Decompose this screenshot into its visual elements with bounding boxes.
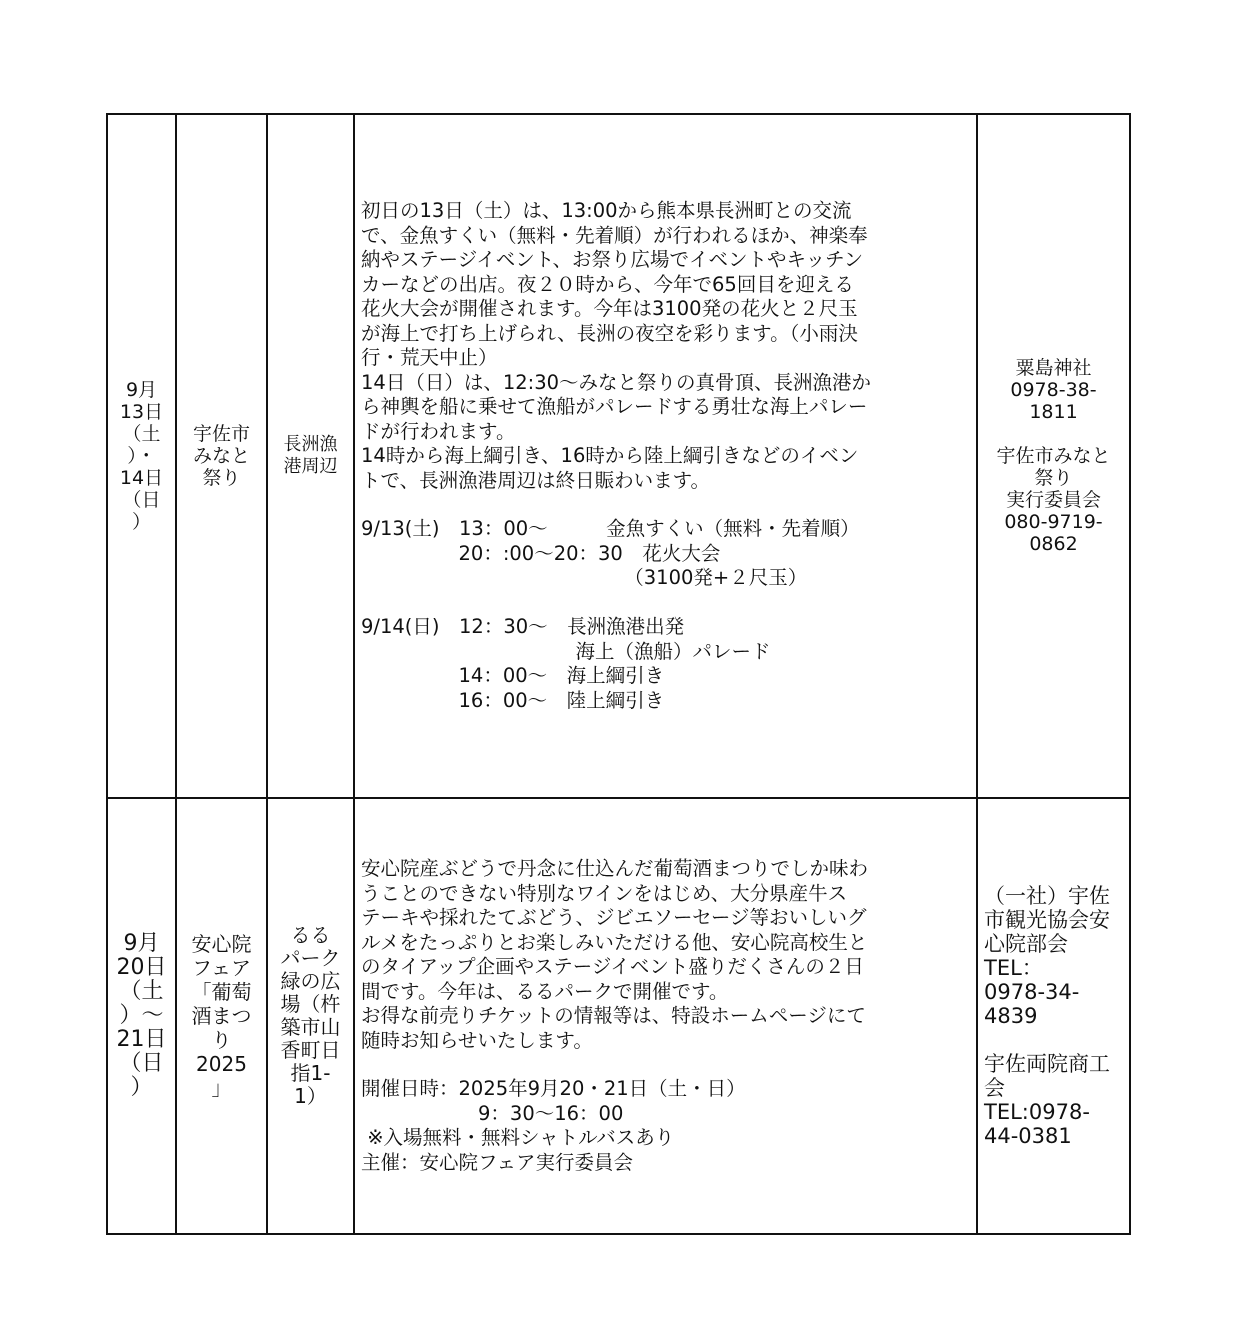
event-place: るる パーク 緑の広 場（杵 築市山 香町日 指1- 1） (280, 923, 341, 1108)
contact-cell (977, 114, 1130, 798)
event-description: 安心院産ぶどうで丹念に仕込んだ葡萄酒まつりでしか味わ うことのできない特別なワインをはじめ、大分県産牛ス テーキや採れたてぶどう、ジビエソーセージ等おいしいグ ルメをたっぷりとお楽しみいただける他、安心院高校生と のタイアップ企画やステージイベント盛りだくさんの２日 間です。今年は、るるパークで開催です。 お得な前売りチケットの情報等は、特設ホームページにて 随時お知らせいたします。 (361, 857, 869, 1052)
event-contact: （一社）宇佐 市観光協会安 心院部会 TEL： 0978-34- 4839 宇佐両院商工 会 TEL:0978- 44-0381 (984, 884, 1110, 1148)
schedule-line: ※入場無料・無料シャトルバスあり (361, 1126, 675, 1149)
schedule-line: 9/14(日) 12：30～ 長洲漁港出発 (361, 615, 685, 638)
schedule-line: 海上（漁船）パレード (361, 639, 771, 663)
event-place: 長洲漁 港周辺 (283, 434, 338, 477)
name-cell (176, 114, 267, 798)
contact-cell (977, 798, 1130, 1234)
date-cell (107, 114, 176, 798)
schedule-line: 20：:00～20：30 花火大会 (361, 541, 721, 565)
event-date: 9月 13日 （土 ）・ 14日 （日 ） (119, 379, 164, 533)
place-cell (267, 798, 354, 1234)
schedule-line: 9/13(土) 13：00～ 金魚すくい（無料・先着順） (361, 517, 860, 540)
table-row (107, 114, 1130, 798)
events-table (106, 113, 1131, 1235)
event-name: 宇佐市 みなと 祭り (192, 423, 250, 489)
content-cell (354, 114, 977, 798)
event-date: 9月 20日 （土 ）～ 21日 （日 ） (116, 931, 167, 1100)
table-row (107, 798, 1130, 1234)
schedule-line: 14：00～ 海上綱引き (361, 664, 665, 687)
name-cell (176, 798, 267, 1234)
schedule-line: 開催日時：2025年9月20・21日（土・日） (361, 1077, 746, 1100)
date-cell (107, 798, 176, 1234)
schedule-line: （3100発+２尺玉） (361, 566, 808, 589)
schedule-line: 16：00～ 陸上綱引き (361, 688, 665, 712)
content-cell (354, 798, 977, 1234)
schedule-line: 主催：安心院フェア実行委員会 (361, 1150, 634, 1174)
schedule-line: 9：30～16：00 (361, 1101, 624, 1125)
schedule-line (361, 591, 966, 616)
event-contact: 粟島神社 0978-38- 1811 宇佐市みなと 祭り 実行委員会 080-9719- 0862 (996, 357, 1111, 555)
place-cell (267, 114, 354, 798)
event-name: 安心院 フェア 「葡萄 酒まつ り 2025 」 (191, 932, 252, 1100)
event-description: 初日の13日（土）は、13:00から熊本県長洲町との交流 で、金魚すくい（無料・先着順）が行われるほか、神楽奉 納やステージイベント、お祭り広場でイベントやキッチン カーなどの出店。夜２０時から、今年で65回目を迎える 花火大会が開催されます。今年は3100発の花火と２尺玉 が海上で打ち上げられ、長洲の夜空を彩ります。（小雨決 行・荒天中止） 14日（日）は、12:30～みなと祭りの真骨頂、長洲漁港か ら神輿を船に乗せて漁船がパレードする勇壮な海上パレー ドが行われます。 14時から海上綱引き、16時から陸上綱引きなどのイベン トで、長洲漁港周辺は終日賑わいます。 (361, 199, 872, 492)
